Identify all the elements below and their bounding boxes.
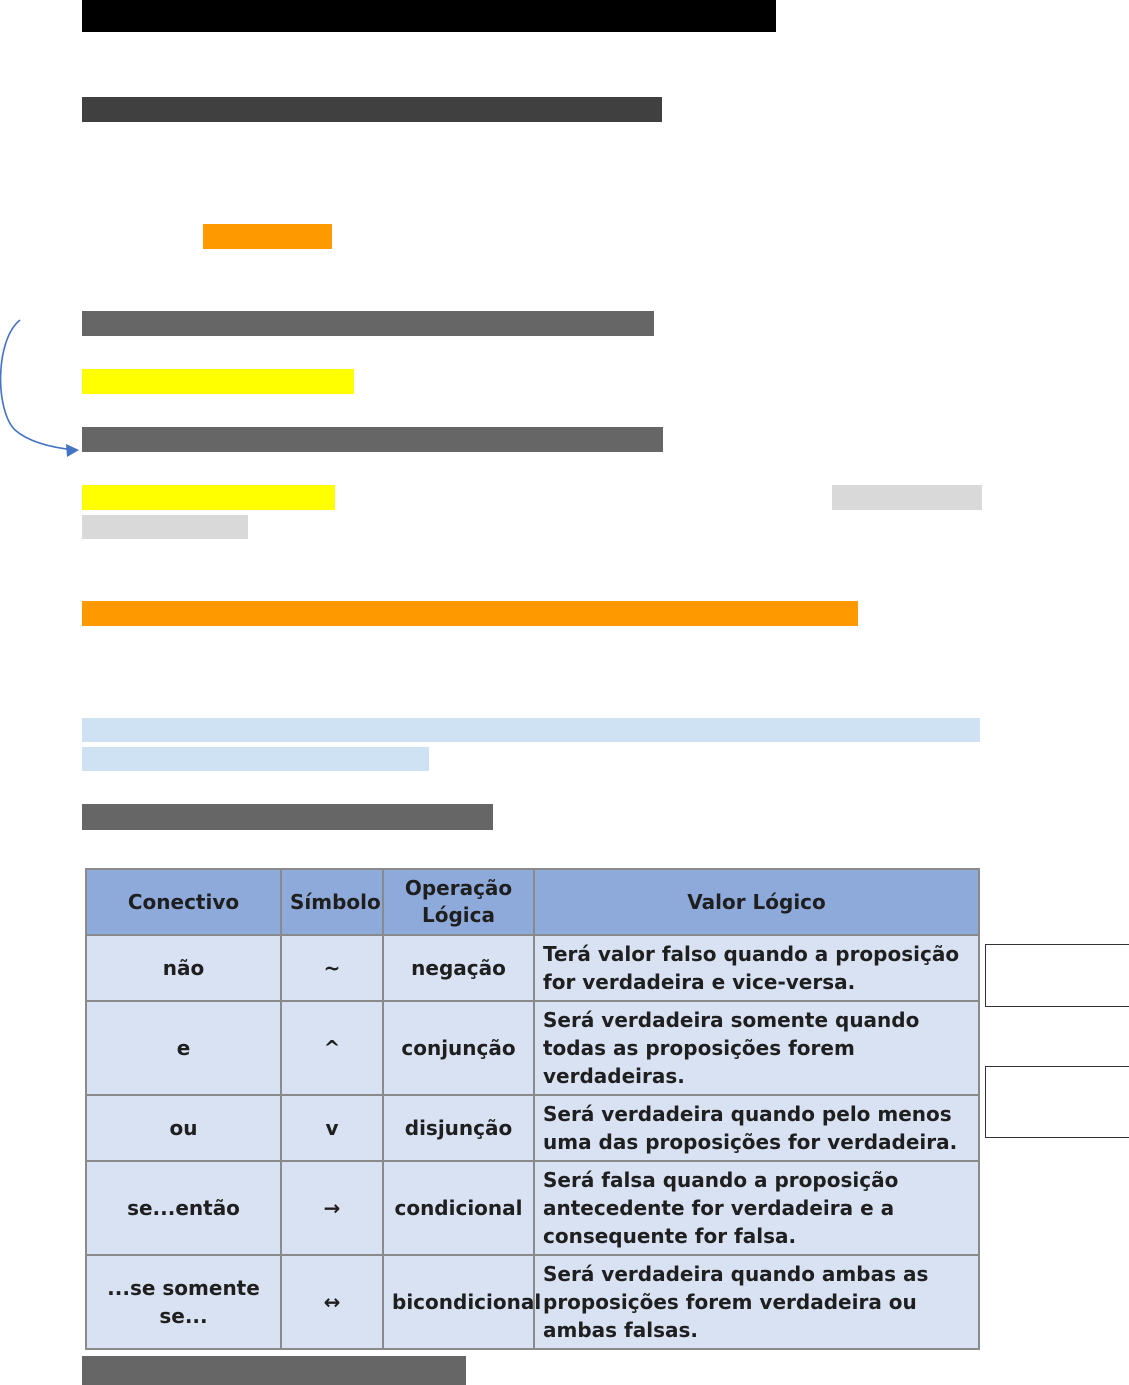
redacted-title-bar	[82, 0, 776, 32]
yellow-highlight-bar	[82, 369, 354, 394]
header-simbolo: Símbolo	[281, 869, 383, 935]
table-row	[86, 1161, 979, 1255]
redacted-heading-bar	[82, 804, 493, 830]
cell-conectivo: se...então	[86, 1161, 281, 1255]
orange-highlight-bar	[203, 224, 332, 249]
cell-valor: Será verdadeira quando pelo menos uma das proposições for verdadeira.	[534, 1095, 979, 1161]
table-header-row	[86, 869, 979, 935]
cell-conectivo: ou	[86, 1095, 281, 1161]
cell-simbolo: v	[281, 1095, 383, 1161]
cell-valor: Terá valor falso quando a proposição for verdadeira e vice-versa.	[534, 935, 979, 1001]
yellow-highlight-bar	[82, 485, 335, 510]
cell-simbolo: ↔	[281, 1255, 383, 1349]
cell-operacao: conjunção	[383, 1001, 534, 1095]
cell-simbolo: →	[281, 1161, 383, 1255]
side-note-box	[985, 1066, 1129, 1138]
cell-conectivo: e	[86, 1001, 281, 1095]
table-row	[86, 1001, 979, 1095]
blue-highlight-bar	[82, 718, 980, 742]
redacted-heading-bar	[82, 97, 662, 122]
orange-highlight-bar	[82, 601, 858, 626]
cell-operacao: negação	[383, 935, 534, 1001]
redacted-heading-bar	[82, 311, 654, 336]
cell-valor: Será falsa quando a proposição antecedente for verdadeira e a consequente for falsa.	[534, 1161, 979, 1255]
side-note-box	[985, 944, 1129, 1007]
header-conectivo: Conectivo	[86, 869, 281, 935]
redacted-heading-bar	[82, 1356, 466, 1385]
curved-arrow-icon	[0, 315, 90, 465]
logic-table-container	[85, 868, 980, 1342]
header-valor: Valor Lógico	[534, 869, 979, 935]
redacted-heading-bar	[82, 427, 663, 452]
cell-conectivo: não	[86, 935, 281, 1001]
cell-operacao: bicondicional	[383, 1255, 534, 1349]
logic-connectives-table	[85, 868, 980, 1350]
blue-highlight-bar	[82, 747, 429, 771]
cell-operacao: condicional	[383, 1161, 534, 1255]
table-row	[86, 935, 979, 1001]
gray-highlight-bar	[832, 485, 982, 510]
cell-valor: Será verdadeira quando ambas as proposições forem verdadeira ou ambas falsas.	[534, 1255, 979, 1349]
table-row	[86, 1095, 979, 1161]
header-operacao: Operação Lógica	[383, 869, 534, 935]
table-row	[86, 1255, 979, 1349]
cell-valor: Será verdadeira somente quando todas as proposições forem verdadeiras.	[534, 1001, 979, 1095]
gray-highlight-bar	[82, 515, 248, 539]
cell-simbolo: ~	[281, 935, 383, 1001]
cell-conectivo: ...se somente se...	[86, 1255, 281, 1349]
cell-simbolo: ^	[281, 1001, 383, 1095]
cell-operacao: disjunção	[383, 1095, 534, 1161]
